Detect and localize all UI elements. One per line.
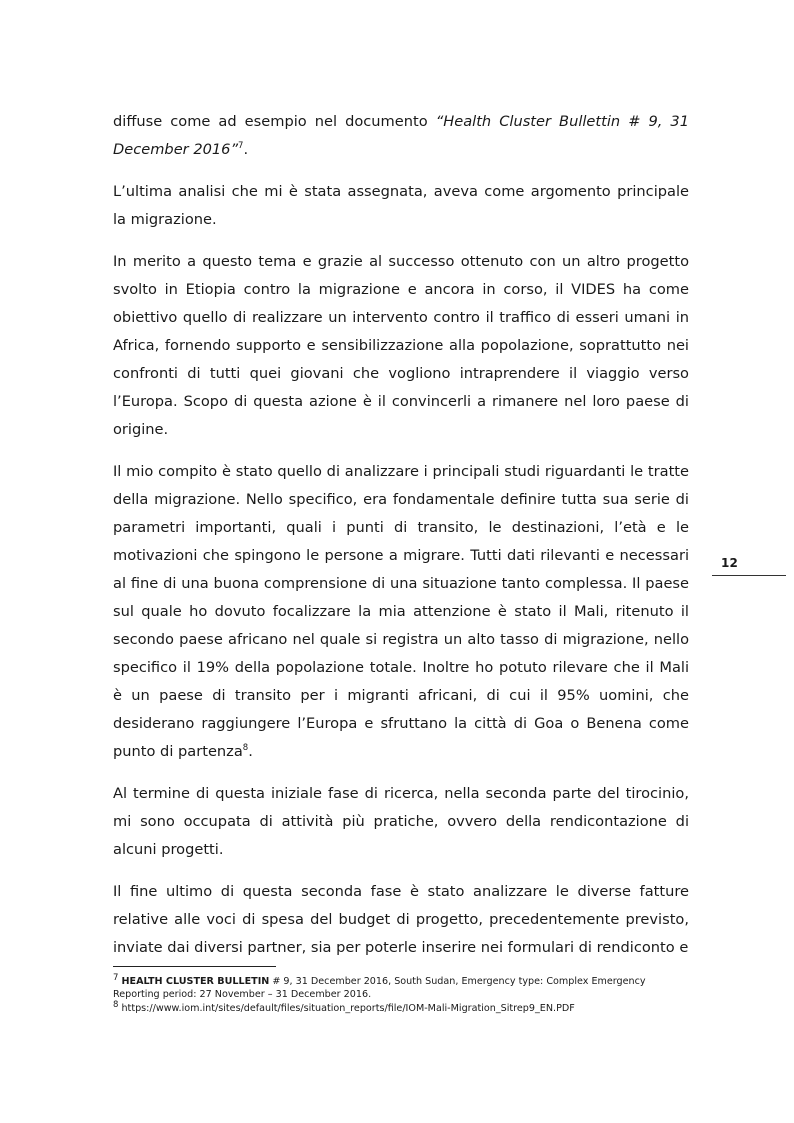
footnote-text: # 9, 31 December 2016, South Sudan, Emergency type: Complex Emergency — [269, 976, 646, 987]
paragraph: Il fine ultimo di questa seconda fase è stato analizzare le diverse fatture relative alle voci di spesa del budget di progetto, precedentemente previsto, inviate dai diversi partner, sia per poterle inserire nei formulari di rendiconto e — [113, 883, 689, 956]
footnote-title: HEALTH CLUSTER BULLETIN — [121, 976, 270, 987]
footnote-ref[interactable]: 8 — [242, 743, 249, 754]
page-number: 12 — [721, 556, 739, 570]
paragraph-text: . — [248, 743, 253, 760]
footnote-continuation: Reporting period: 27 November – 31 December 2016. — [113, 989, 372, 1001]
footnote-link[interactable]: https://www.iom.int/sites/default/files/situation_reports/file/IOM-Mali-Migration_Sitrep9_EN.PDF — [118, 1002, 575, 1014]
paragraph: Al termine di questa iniziale fase di ricerca, nella seconda parte del tirocinio, mi sono occupata di attività più pratiche, ovvero della rendicontazione di alcuni progetti. — [113, 785, 689, 858]
paragraph: L’ultima analisi che mi è stata assegnata, aveva come argomento principale la migrazione. — [113, 183, 689, 228]
paragraph-text: diffuse come ad esempio nel documento — [113, 113, 436, 130]
paragraph — [113, 458, 689, 766]
footnote-ref[interactable]: 7 — [238, 141, 244, 152]
paragraph-text: . — [243, 141, 249, 158]
footnote — [113, 999, 693, 1015]
footnote-mark: 7 — [113, 972, 119, 983]
document-title-quote: “Health Cluster Bullettin # 9, 31 December 2016” — [113, 113, 689, 158]
paragraph: In merito a questo tema e grazie al successo ottenuto con un altro progetto svolto in Etiopia contro la migrazione e ancora in corso, il VIDES ha come obiettivo quello di realizzare un intervento contro il traffico di esseri umani in Africa, fornendo supporto e sensibilizzazione alla popolazione, soprattutto nei confronti di tutti quei giovani che vogliono intraprendere il viaggio verso l’Europa. Scopo di questa azione è il convincerli a rimanere nel loro paese di origine. — [113, 253, 689, 438]
footnote — [113, 972, 693, 988]
body-text — [113, 108, 689, 976]
page-number-rule — [712, 575, 786, 576]
footnote-separator — [113, 966, 276, 967]
paragraph — [113, 108, 689, 164]
footnote-mark: 8 — [113, 999, 119, 1010]
footnotes — [113, 972, 693, 1015]
paragraph-text: Il mio compito è stato quello di analizzare i principali studi riguardanti le tratte della migrazione. Nello specifico, era fondamentale definire tutta sua serie di parametri importanti, quali i punti di transito, le destinazioni, l’età e le motivazioni che spingono le persone a migrare. Tutti dati rilevanti e necessari al fine di una buona comprensione di una situazione tanto complessa. Il paese sul quale ho dovuto focalizzare la mia attenzione è stato il Mali, ritenuto il secondo paese africano nel quale si registra un alto tasso di migrazione, nello specifico il 19% della popolazione totale. Inoltre ho potuto rilevare che il Mali è un paese di transito per i migranti africani, di cui il 95% uomini, che desiderano raggiungere l’Europa e sfruttano la città di Goa o Benena come punto di partenza — [113, 463, 689, 760]
